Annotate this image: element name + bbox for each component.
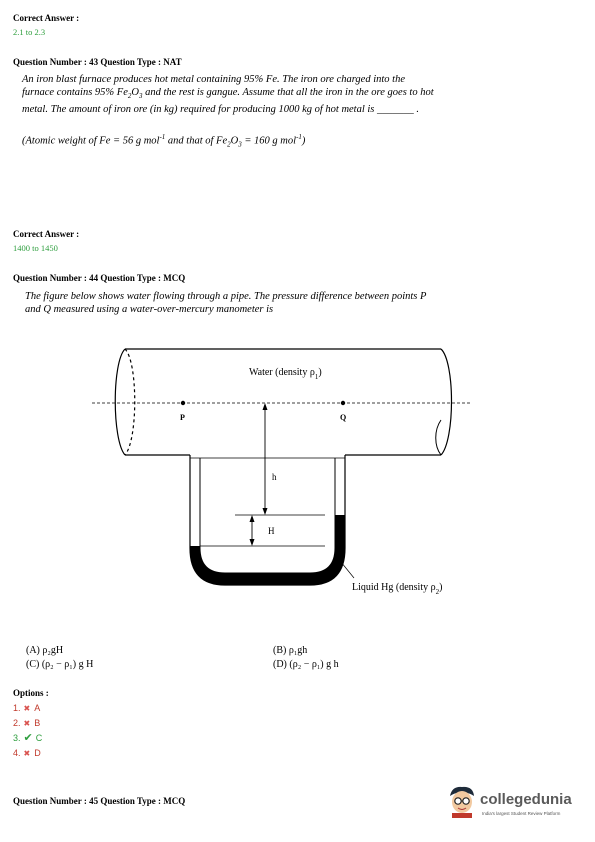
options-label: Options : xyxy=(13,688,49,698)
label-p: P xyxy=(180,413,185,422)
arrow-h-bottom xyxy=(263,508,268,515)
option-b-text: (B) ρ₁gh xyxy=(273,645,308,656)
answer-option-row: 4. ✖ D xyxy=(13,748,41,758)
label-H: H xyxy=(268,526,275,536)
mercury-label: Liquid Hg (density $\rho_2$) xyxy=(352,582,443,596)
question-header-44: Question Number : 44 Question Type : MCQ xyxy=(13,273,186,283)
correct-answer-value-43: 1400 to 1450 xyxy=(13,243,58,253)
mascot-icon xyxy=(446,784,478,818)
logo-name: collegedunia xyxy=(480,791,572,808)
cross-icon: ✖ xyxy=(23,749,31,758)
collegedunia-logo xyxy=(446,784,586,824)
point-p xyxy=(181,401,185,405)
label-h: h xyxy=(272,472,277,482)
point-q xyxy=(341,401,345,405)
check-icon: ✔ xyxy=(23,732,33,744)
arrow-H-bottom xyxy=(250,539,255,546)
cross-icon: ✖ xyxy=(23,719,31,728)
question-header-45: Question Number : 45 Question Type : MCQ xyxy=(13,796,186,806)
option-a-text: (A) ρ₂gH xyxy=(26,645,64,656)
label-q: Q xyxy=(340,413,347,422)
correct-answer-label-43: Correct Answer : xyxy=(13,229,80,239)
cross-icon: ✖ xyxy=(23,704,31,713)
answer-options-list xyxy=(13,701,42,761)
answer-option-row: 1. ✖ A xyxy=(13,703,41,713)
question-text-44: The figure below shows water flowing through a pipe. The pressure difference between points P and Q measured using a water-over-mercury manometer is xyxy=(25,291,427,315)
arrow-h-top xyxy=(263,403,268,410)
question-text-43: An iron blast furnace produces hot metal containing 95% Fe. The iron ore charged into the furnace contains 95% $Fe_2O_3$ and the rest is gangue. Assume that all the iron in the ore goes to hot metal. The amount of iron ore (in kg) required for producing 1000 kg of hot metal is _______ . xyxy=(22,74,434,116)
option-c-text: (C) (ρ₂ − ρ₁) g H xyxy=(26,659,94,670)
atomic-weight-note: (Atomic weight of Fe = 56 g mol$^{-1}$ and that of $Fe_2O_3 = 160$ g mol$^{-1}$) xyxy=(22,133,306,149)
logo-tagline: India's largest Student Review Platform xyxy=(482,811,561,816)
answer-option-row: 2. ✖ B xyxy=(13,718,41,728)
correct-answer-label-42: Correct Answer : xyxy=(13,13,80,23)
question-header-43: Question Number : 43 Question Type : NAT xyxy=(13,57,182,67)
u-tube-inner xyxy=(200,458,335,573)
u-tube-outer xyxy=(190,455,345,585)
manometer-figure xyxy=(0,330,595,620)
pipe-left-end xyxy=(125,349,135,455)
water-label: Water (density $\rho_1$) xyxy=(249,367,322,381)
option-d-text: (D) (ρ₂ − ρ₁) g h xyxy=(273,659,339,670)
pipe-right-end xyxy=(441,349,452,455)
answer-option-row: 3. ✔ C xyxy=(13,732,43,744)
correct-answer-value-42: 2.1 to 2.3 xyxy=(13,27,46,37)
arrow-H-top xyxy=(250,515,255,522)
